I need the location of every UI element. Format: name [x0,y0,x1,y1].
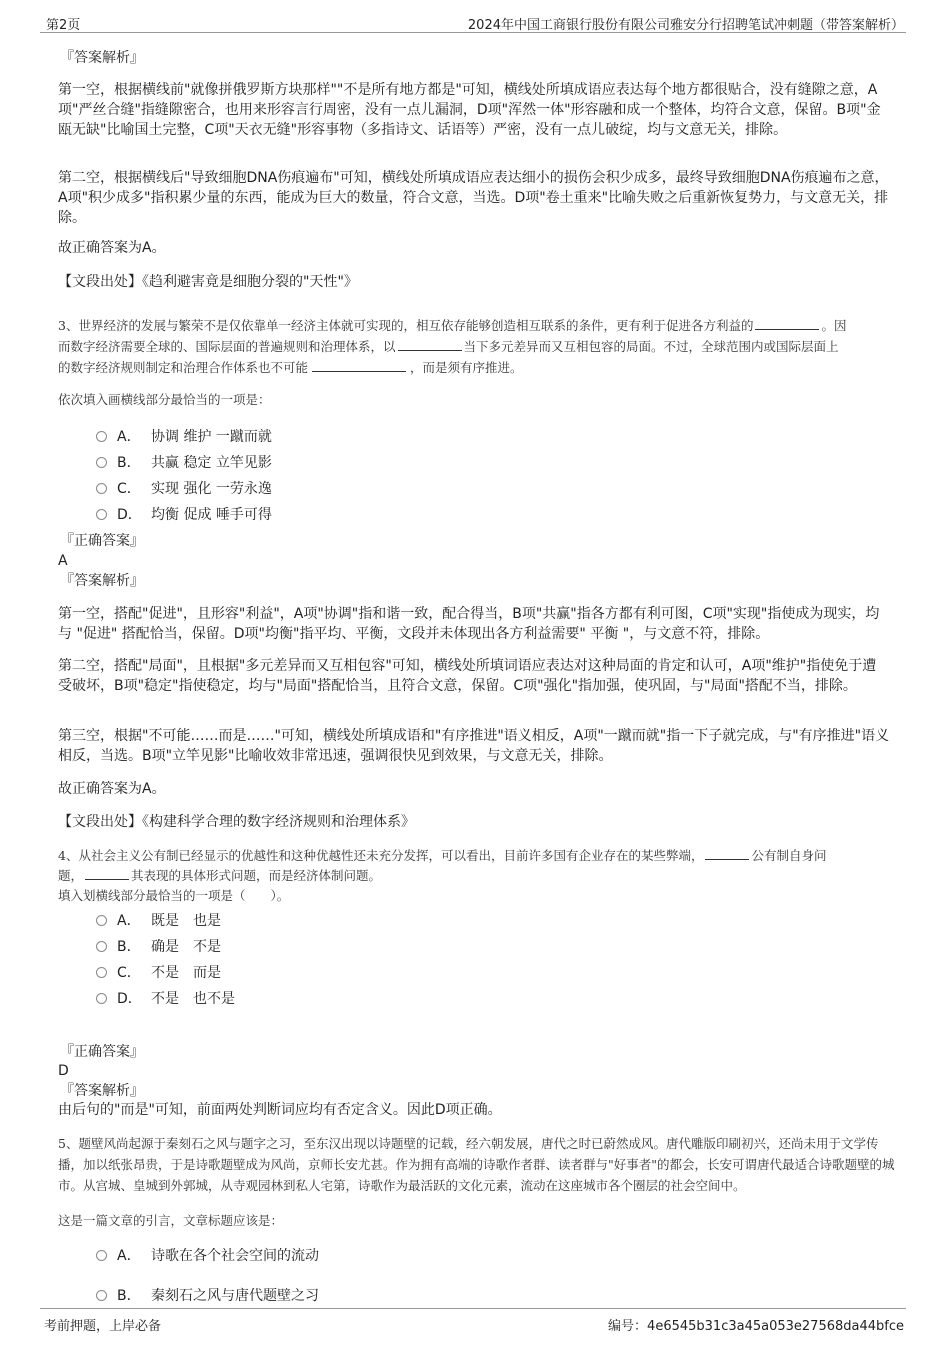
q4-analysis: 由后句的"而是"可知，前面两处判断词应均有否定含义。因此D项正确。 [58,1102,502,1118]
q2-analysis-para2: 第二空，根据横线后"导致细胞DNA伤痕遍布"可知，横线处所填成语应表达细小的损伤会积少成多，最终导致细胞DNA伤痕遍布之意，A项"积少成多"指积累少量的东西，能成为巨大的数量，符合文意，当选。D项"卷土重来"比喻失败之后重新恢复势力，与文意无关，排除。 [58,170,889,226]
radio-icon[interactable] [96,1290,107,1301]
q3-blank-3 [312,359,406,372]
q3-analysis-label: 『答案解析』 [60,573,144,589]
q2-analysis-para1: 第一空，根据横线前"就像拼俄罗斯方块那样""不是所有地方都是"可知，横线处所填成语应表达每个地方都很贴合，没有缝隙之意，A项"严丝合缝"指缝隙密合，也用来形容言行周密，没有一点儿漏洞，D项"浑然一体"形容融和成一个整体，均符合文意，保留。B项"金瓯无缺"比喻国土完整，C项"天衣无缝"形容事物（多指诗文、话语等）严密，没有一点儿破绽，均与文意无关，排除。 [58,82,881,138]
q3-analysis-para1: 第一空，搭配"促进"，且形容"利益"，A项"协调"指和谐一致，配合得当，B项"共赢"指各方都有利可图，C项"实现"指使成为现实，均与 "促进" 搭配恰当，保留。D项"均衡"指平均、平衡，文段并未体现出各方利益需要" 平衡 "，与文意不符，排除。 [58,606,880,642]
document-title: 2024年中国工商银行股份有限公司雅安分行招聘笔试冲刺题（带答案解析） [467,18,904,33]
q4-option-c[interactable]: C． 不是 而是 [96,962,221,982]
q3-source: 【文段出处】《构建科学合理的数字经济规则和治理体系》 [58,814,415,830]
q5-stem: 5、题壁风尚起源于秦刻石之风与题字之习，至东汉出现以诗题壁的记载，经六朝发展，唐代之时已蔚然成风。唐代雕版印刷初兴，还尚未用于文学传播，加以纸张昂贵，于是诗歌题壁成为风尚，京师长安尤甚。作为拥有高端的诗歌作者群、读者群与"好事者"的都会，长安可谓唐代最适合诗歌题壁的城市。从宫城、皇城到外郭城，从寺观园林到私人宅第，诗歌作为最活跃的文化元素，流动在这座城市各个圈层的社会空间中。 [58,1136,895,1193]
q3-prompt: 依次填入画横线部分最恰当的一项是： [58,392,271,407]
q5-prompt: 这是一篇文章的引言，文章标题应该是： [58,1213,284,1228]
q4-option-a[interactable]: A． 既是 也是 [96,910,221,930]
radio-icon[interactable] [96,457,107,468]
radio-icon[interactable] [96,967,107,978]
q3-analysis-para3: 第三空，根据"不可能……而是……"可知，横线处所填成语和"有序推进"语义相反，A项"一蹴而就"指一下子就完成，与"有序推进"语义相反，当选。B项"立竿见影"比喻收效非常迅速，强调很快见到效果，与文意无关，排除。 [58,728,890,764]
q4-answer: D [58,1063,69,1079]
radio-icon[interactable] [96,483,107,494]
q3-answer-label: 『正确答案』 [60,533,144,549]
radio-icon[interactable] [96,941,107,952]
q3-blank-2 [398,338,462,351]
q3-option-c[interactable]: C． 实现 强化 一劳永逸 [96,478,272,498]
q3-blank-1 [755,317,819,330]
q2-analysis-label: 『答案解析』 [60,50,144,66]
radio-icon[interactable] [96,1250,107,1261]
q3-option-a[interactable]: A． 协调 维护 一蹴而就 [96,426,272,446]
radio-icon[interactable] [96,993,107,1004]
q3-conclusion: 故正确答案为A。 [58,781,166,797]
radio-icon[interactable] [96,431,107,442]
q5-option-b[interactable]: B． 秦刻石之风与唐代题壁之习 [96,1285,319,1305]
q3-answer: A [58,553,68,569]
page-footer [40,1308,906,1337]
page-number: 第2页 [46,18,81,33]
q4-answer-label: 『正确答案』 [60,1044,144,1060]
q4-analysis-label: 『答案解析』 [60,1083,144,1099]
q3-option-d[interactable]: D． 均衡 促成 唾手可得 [96,504,272,524]
footer-slogan: 考前押题，上岸必备 [44,1319,162,1334]
q4-blank-2 [85,867,129,880]
q2-conclusion: 故正确答案为A。 [58,240,166,256]
q2-source: 【文段出处】《趋利避害竟是细胞分裂的"天性"》 [58,274,358,290]
q3-analysis-para2: 第二空，搭配"局面"，且根据"多元差异而又互相包容"可知，横线处所填词语应表达对这种局面的肯定和认可，A项"维护"指使免于遭受破坏，B项"稳定"指使稳定，均与"局面"搭配恰当，且符合文意，保留。C项"强化"指加强，使巩固，与"局面"搭配不当，排除。 [58,658,877,694]
q4-option-b[interactable]: B． 确是 不是 [96,936,221,956]
radio-icon[interactable] [96,509,107,520]
radio-icon[interactable] [96,915,107,926]
q3-stem: 3、世界经济的发展与繁荣不是仅依靠单一经济主体就可实现的，相互依存能够创造相互联系的条件，更有利于促进各方利益的 。因 而数字经济需要全球的、国际层面的普遍规则和治理体系，以 当下多元差异而又互相包容的局面。不过，全球范围内或国际层面上 的数字经济规则制定和治理合作体系也不可能 ，而是须有序推进。 [58,318,847,375]
q4-stem: 4、从社会主义公有制已经显示的优越性和这种优越性还未充分发挥，可以看出，目前许多国有企业存在的某些弊端， 公有制自身问 题， 其表现的具体形式问题，而是经济体制问题。 [58,848,827,883]
q4-option-d[interactable]: D． 不是 也不是 [96,988,235,1008]
q5-option-a[interactable]: A． 诗歌在各个社会空间的流动 [96,1245,319,1265]
q3-option-b[interactable]: B． 共赢 稳定 立竿见影 [96,452,272,472]
q4-blank-1 [705,847,749,860]
document-id: 编号：4e6545b31c3a45a053e27568da44bfce [608,1319,904,1334]
page-header [40,10,906,33]
q4-prompt: 填入划横线部分最恰当的一项是（ ）。 [58,888,290,903]
